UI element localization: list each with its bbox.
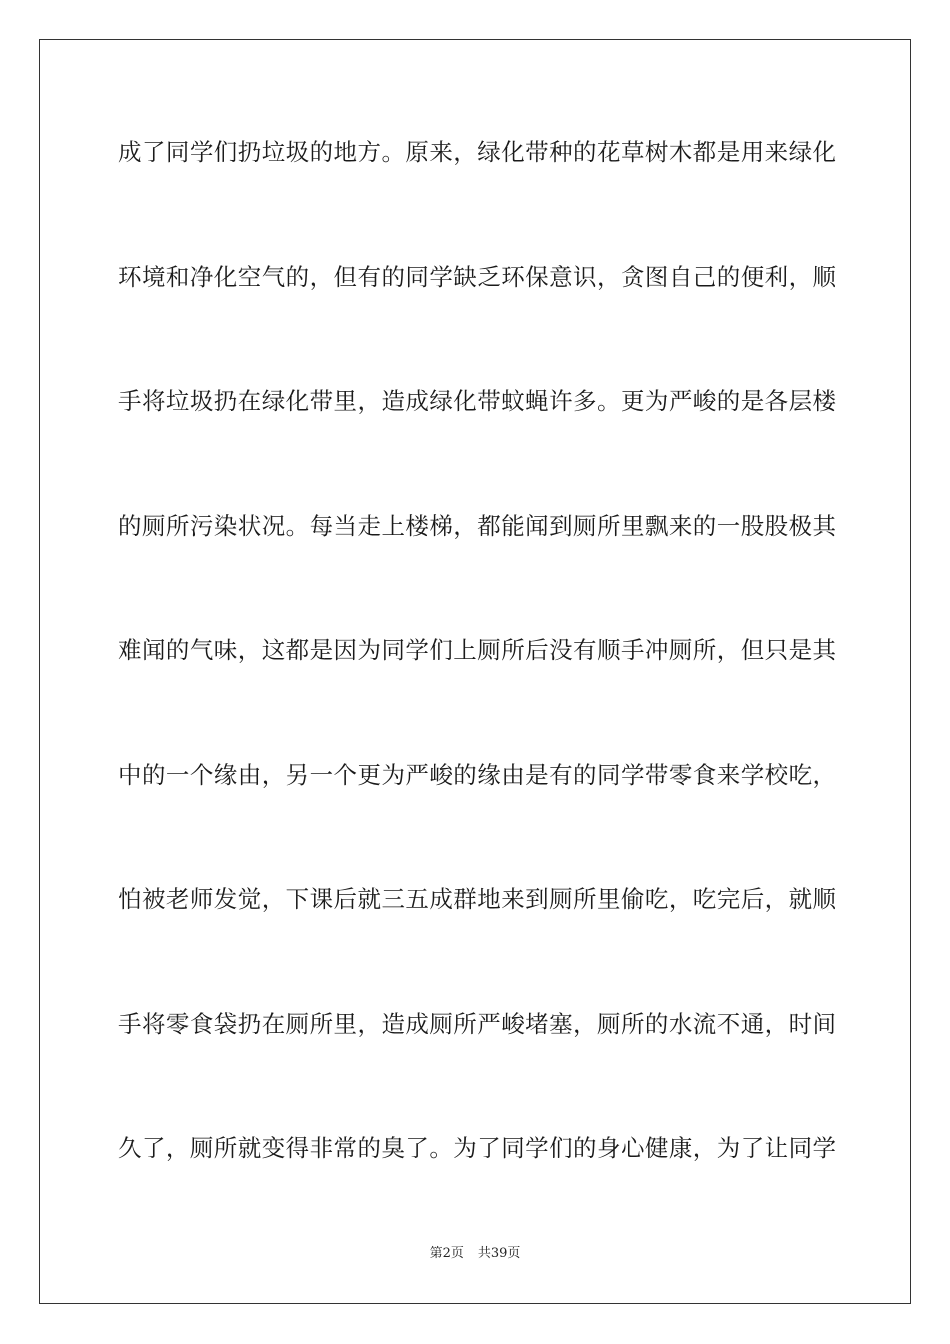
body-line: 环境和净化空气的，但有的同学缺乏环保意识，贪图自己的便利，顺 [118, 262, 837, 291]
body-line: 久了，厕所就变得非常的臭了。为了同学们的身心健康，为了让同学 [118, 1134, 837, 1162]
document-body [118, 130, 837, 1251]
body-line: 手将垃圾扔在绿化带里，造成绿化带蚊蝇许多。更为严峻的是各层楼 [118, 387, 837, 415]
body-line: 成了同学们扔垃圾的地方。原来，绿化带种的花草树木都是用来绿化 [118, 138, 837, 166]
body-line: 的厕所污染状况。每当走上楼梯，都能闻到厕所里飘来的一股股极其 [118, 511, 837, 540]
body-line: 怕被老师发觉，下课后就三五成群地来到厕所里偷吃，吃完后，就顺 [118, 885, 837, 913]
total-page-count: 共39页 [477, 1246, 521, 1261]
body-line: 手将零食袋扔在厕所里，造成厕所严峻堵塞，厕所的水流不通，时间 [118, 1009, 837, 1038]
page-footer [0, 1245, 950, 1263]
body-line: 难闻的气味，这都是因为同学们上厕所后没有顺手冲厕所，但只是其 [118, 636, 837, 664]
body-line: 中的一个缘由，另一个更为严峻的缘由是有的同学带零食来学校吃， [118, 760, 837, 789]
current-page-number: 第2页 [429, 1246, 464, 1261]
